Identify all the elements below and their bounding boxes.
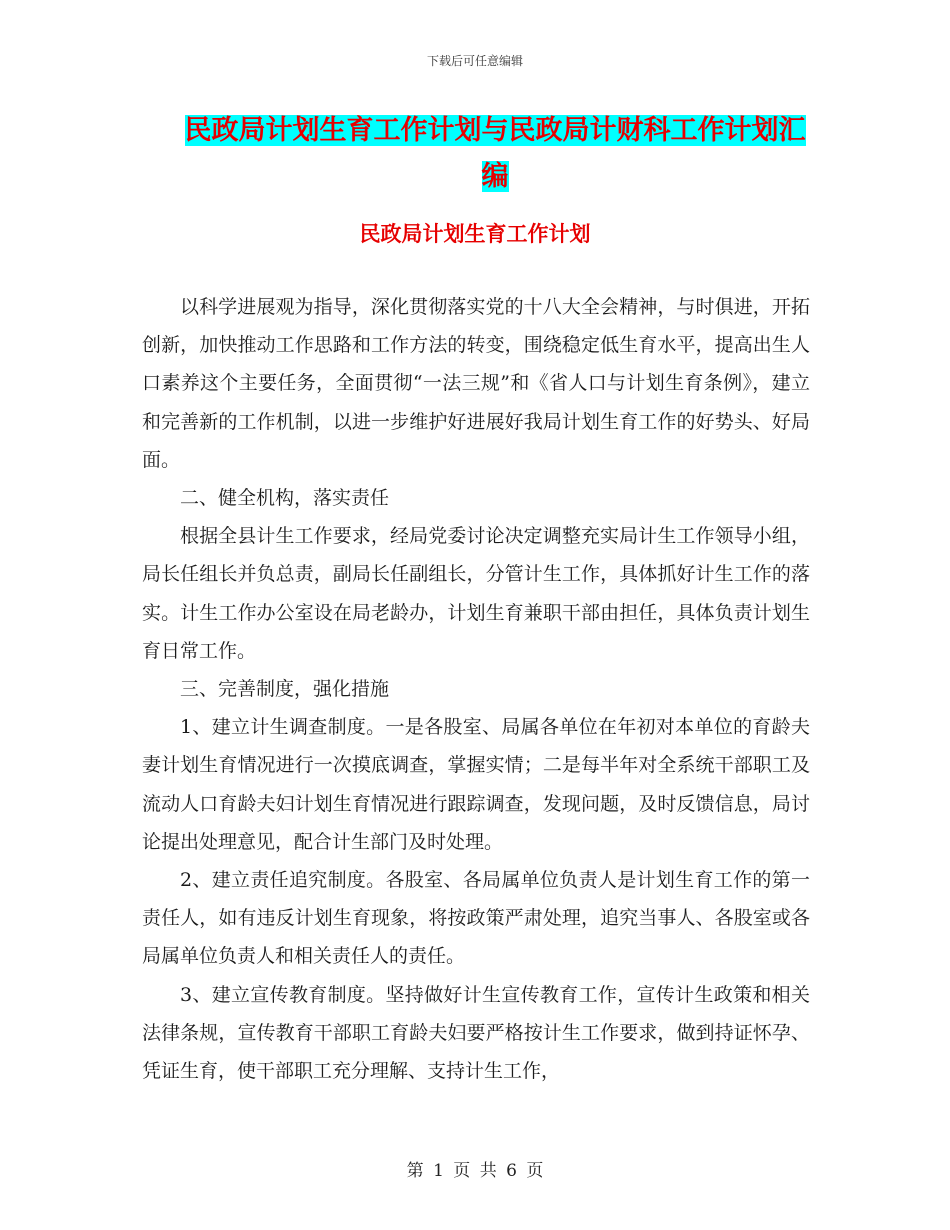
section-title: 民政局计划生育工作计划 xyxy=(359,222,591,246)
header-note: 下载后可任意编辑 xyxy=(426,54,523,68)
paragraph-intro: 以科学进展观为指导，深化贯彻落实党的十八大全会精神，与时俱进，开拓创新，加快推动工作思路和工作方法的转变，围绕稳定低生育水平，提高出生人口素养这个主要任务，全面贯彻“一法三规”和《省人口与计划生育条例》，建立和完善新的工作机制，以进一步维护好进展好我局计划生育工作的好势头、好局面。 xyxy=(142,296,810,471)
page-footer: 第 1 页 共 6 页 xyxy=(406,1161,544,1181)
document-title-text: 民政局计划生育工作计划与民政局计财科工作计划汇编 xyxy=(184,115,806,192)
paragraph-heading-2: 二、健全机构，落实责任 xyxy=(180,487,390,510)
document-title xyxy=(180,108,810,200)
paragraph-item-1: 1、建立计生调查制度。一是各股室、局属各单位在年初对本单位的育龄夫妻计划生育情况进行一次摸底调查，掌握实情；二是每半年对全系统干部职工及流动人口育龄夫妇计划生育情况进行跟踪调查，发现问题，及时反馈信息，局讨论提出处理意见，配合计生部门及时处理。 xyxy=(142,716,810,853)
document-body xyxy=(142,288,810,1090)
paragraph-item-3: 3、建立宣传教育制度。坚持做好计生宣传教育工作，宣传计生政策和相关法律条规，宣传教育干部职工育龄夫妇要严格按计生工作要求，做到持证怀孕、凭证生育，使干部职工充分理解、支持计生工作， xyxy=(142,983,810,1083)
paragraph-item-2: 2、建立责任追究制度。各股室、各局属单位负责人是计划生育工作的第一责任人，如有违反计划生育现象，将按政策严肃处理，追究当事人、各股室或各局属单位负责人和相关责任人的责任。 xyxy=(142,869,810,968)
paragraph-organization: 根据全县计生工作要求，经局党委讨论决定调整充实局计生工作领导小组，局长任组长并负总责，副局长任副组长，分管计生工作，具体抓好计生工作的落实。计生工作办公室设在局老龄办，计划生育兼职干部由担任，具体负责计划生育日常工作。 xyxy=(142,525,810,662)
paragraph-heading-3: 三、完善制度，强化措施 xyxy=(180,678,390,701)
